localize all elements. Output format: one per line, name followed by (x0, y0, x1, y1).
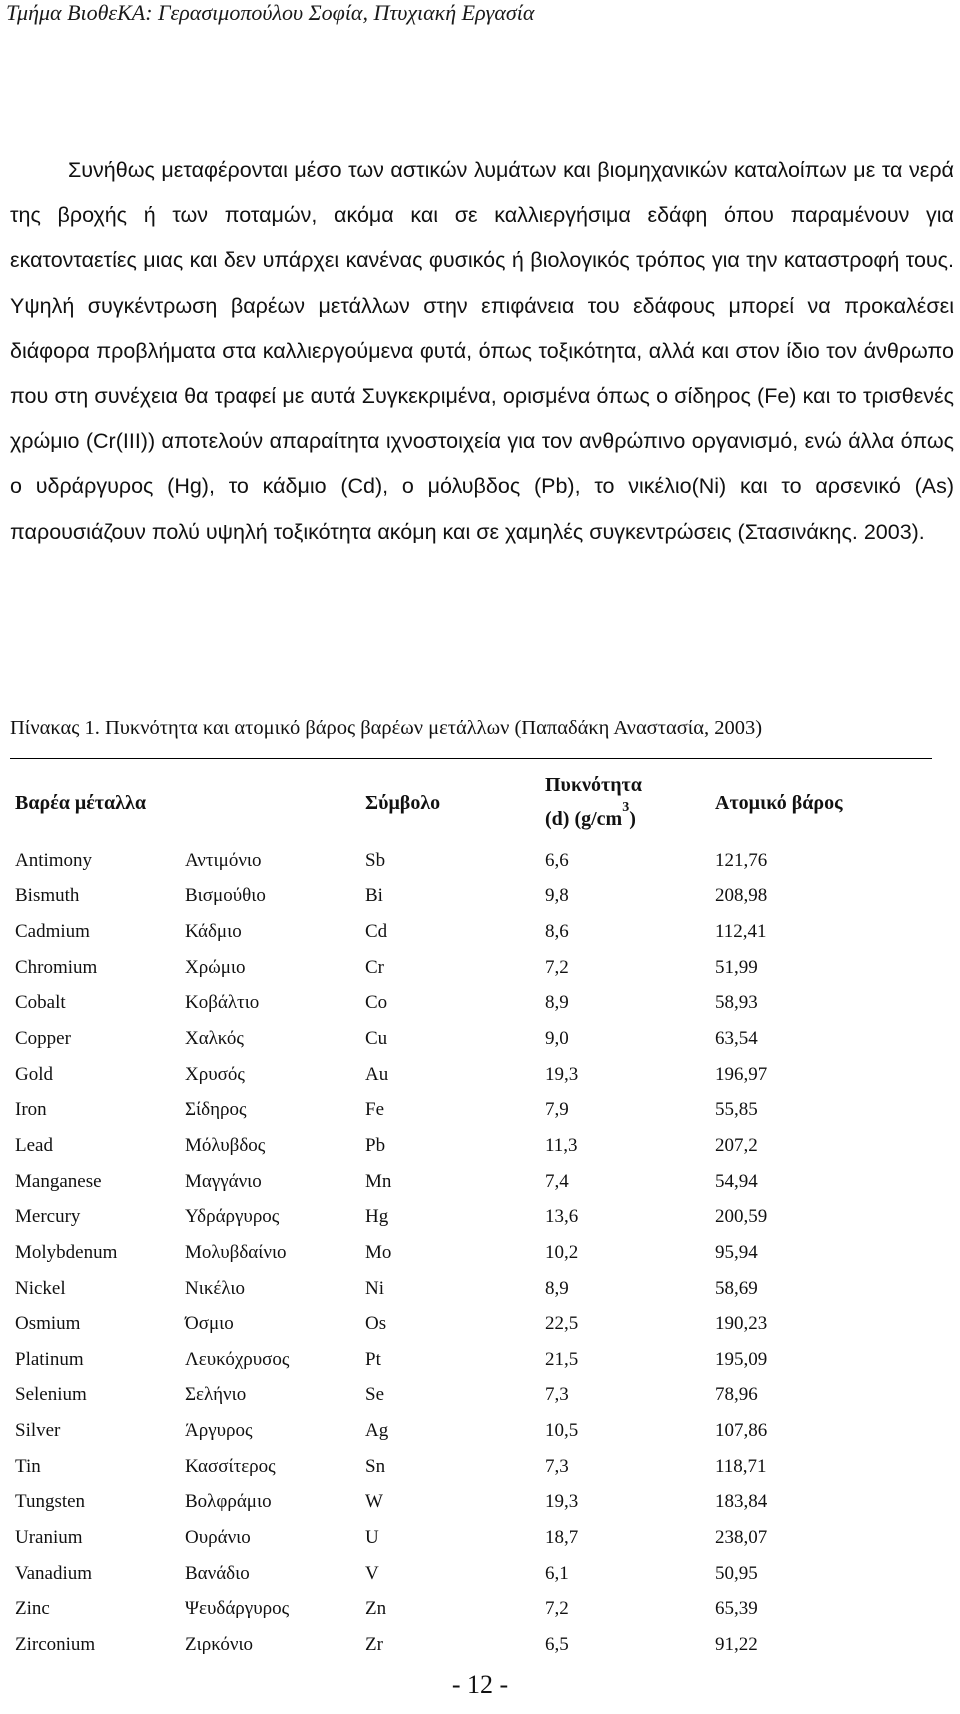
cell-symbol: Pt (365, 1348, 381, 1370)
table-row (0, 1164, 960, 1200)
cell-density: 19,3 (545, 1063, 579, 1085)
table-row (0, 1128, 960, 1164)
cell-atomic-weight: 65,39 (715, 1598, 758, 1620)
cell-metal-english: Copper (15, 1028, 71, 1050)
cell-atomic-weight: 91,22 (715, 1633, 758, 1655)
cell-atomic-weight: 112,41 (715, 921, 767, 943)
cell-density: 9,8 (545, 885, 569, 907)
cell-symbol: Co (365, 992, 388, 1014)
header-density-unit: (d) (g/cm (545, 807, 623, 830)
cell-atomic-weight: 58,69 (715, 1277, 758, 1299)
table-row (0, 986, 960, 1022)
table-row (0, 1378, 960, 1414)
table-row (0, 1306, 960, 1342)
cell-metal-english: Molybdenum (15, 1241, 118, 1263)
cell-metal-greek: Ψευδάργυρος (185, 1598, 290, 1620)
cell-metal-english: Zirconium (15, 1633, 96, 1655)
table-row (0, 1520, 960, 1556)
cell-atomic-weight: 54,94 (715, 1170, 758, 1192)
cell-atomic-weight: 55,85 (715, 1099, 758, 1121)
metals-table (0, 763, 960, 1663)
cell-symbol: Bi (365, 885, 383, 907)
cell-atomic-weight: 196,97 (715, 1063, 768, 1085)
cell-density: 19,3 (545, 1491, 579, 1513)
cell-density: 8,6 (545, 921, 569, 943)
cell-metal-english: Mercury (15, 1206, 81, 1228)
cell-atomic-weight: 207,2 (715, 1134, 758, 1156)
table-row (0, 1556, 960, 1592)
table-header-row (0, 763, 960, 843)
cell-density: 21,5 (545, 1348, 579, 1370)
table-row (0, 1092, 960, 1128)
header-density-close: ) (629, 807, 636, 830)
table-row (0, 1591, 960, 1627)
table-row (0, 843, 960, 879)
cell-metal-english: Uranium (15, 1526, 83, 1548)
header-symbol: Σύμβολο (365, 791, 441, 814)
cell-metal-greek: Σελήνιο (185, 1384, 247, 1406)
cell-symbol: W (365, 1491, 383, 1513)
cell-atomic-weight: 208,98 (715, 885, 768, 907)
cell-symbol: Pb (365, 1134, 386, 1156)
cell-density: 7,9 (545, 1099, 569, 1121)
cell-metal-greek: Ζιρκόνιο (185, 1633, 254, 1655)
cell-metal-greek: Κοβάλτιο (185, 992, 260, 1014)
table-row (0, 1342, 960, 1378)
cell-symbol: Mo (365, 1241, 392, 1263)
cell-atomic-weight: 78,96 (715, 1384, 758, 1406)
cell-atomic-weight: 95,94 (715, 1241, 758, 1263)
table-caption: Πίνακας 1. Πυκνότητα και ατομικό βάρος βαρέων μετάλλων (Παπαδάκη Αναστασία, 2003) (10, 717, 763, 739)
cell-metal-greek: Μόλυβδος (185, 1134, 266, 1156)
cell-density: 7,2 (545, 1598, 569, 1620)
cell-symbol: Sn (365, 1455, 386, 1477)
cell-atomic-weight: 63,54 (715, 1028, 758, 1050)
cell-density: 6,1 (545, 1562, 569, 1584)
cell-symbol: Hg (365, 1206, 389, 1228)
cell-metal-greek: Κάδμιο (185, 921, 242, 943)
cell-density: 9,0 (545, 1028, 569, 1050)
table-row (0, 950, 960, 986)
cell-metal-english: Selenium (15, 1384, 87, 1406)
cell-atomic-weight: 200,59 (715, 1206, 768, 1228)
cell-metal-greek: Σίδηρος (185, 1099, 247, 1121)
table-row (0, 1057, 960, 1093)
table-row (0, 1627, 960, 1663)
cell-symbol: Cu (365, 1028, 388, 1050)
cell-atomic-weight: 107,86 (715, 1420, 768, 1442)
cell-atomic-weight: 190,23 (715, 1313, 768, 1335)
cell-metal-greek: Υδράργυρος (185, 1206, 280, 1228)
cell-metal-greek: Νικέλιο (185, 1277, 245, 1299)
table-row (0, 1413, 960, 1449)
header-atomic-weight: Ατομικό βάρος (715, 791, 843, 814)
cell-metal-english: Lead (15, 1134, 53, 1156)
cell-symbol: Ag (365, 1420, 389, 1442)
cell-metal-greek: Λευκόχρυσος (185, 1348, 290, 1370)
cell-atomic-weight: 121,76 (715, 849, 768, 871)
table-row (0, 1271, 960, 1307)
cell-density: 10,5 (545, 1420, 579, 1442)
cell-atomic-weight: 58,93 (715, 992, 758, 1014)
cell-metal-greek: Χρώμιο (185, 956, 246, 978)
cell-symbol: U (365, 1526, 379, 1548)
cell-metal-greek: Κασσίτερος (185, 1455, 276, 1477)
cell-density: 13,6 (545, 1206, 579, 1228)
cell-metal-english: Chromium (15, 956, 98, 978)
cell-atomic-weight: 51,99 (715, 956, 758, 978)
cell-metal-greek: Αντιμόνιο (185, 849, 262, 871)
cell-symbol: Cd (365, 921, 388, 943)
cell-metal-english: Osmium (15, 1313, 81, 1335)
cell-metal-english: Cadmium (15, 921, 90, 943)
cell-density: 7,4 (545, 1170, 569, 1192)
cell-metal-greek: Μολυβδαίνιο (185, 1241, 287, 1263)
cell-metal-english: Bismuth (15, 885, 80, 907)
cell-metal-english: Silver (15, 1420, 61, 1442)
cell-metal-greek: Χρυσός (185, 1063, 245, 1085)
cell-density: 7,2 (545, 956, 569, 978)
cell-density: 7,3 (545, 1384, 569, 1406)
cell-symbol: Fe (365, 1099, 384, 1121)
table-row (0, 1199, 960, 1235)
cell-metal-english: Nickel (15, 1277, 66, 1299)
cell-metal-english: Tin (15, 1455, 41, 1477)
cell-atomic-weight: 238,07 (715, 1526, 768, 1548)
cell-symbol: Cr (365, 956, 384, 978)
cell-metal-english: Cobalt (15, 992, 66, 1014)
table-body (0, 843, 960, 1663)
cell-metal-english: Zinc (15, 1598, 50, 1620)
cell-density: 8,9 (545, 992, 569, 1014)
header-metal: Βαρέα μέταλλα (15, 791, 146, 814)
cell-symbol: Ni (365, 1277, 384, 1299)
cell-atomic-weight: 183,84 (715, 1491, 768, 1513)
table-row (0, 1021, 960, 1057)
cell-density: 6,6 (545, 849, 569, 871)
caption-underline (10, 758, 932, 759)
cell-metal-english: Manganese (15, 1170, 102, 1192)
cell-metal-english: Vanadium (15, 1562, 93, 1584)
cell-metal-greek: Βισμούθιο (185, 885, 266, 907)
cell-symbol: Au (365, 1063, 389, 1085)
cell-metal-english: Tungsten (15, 1491, 86, 1513)
cell-atomic-weight: 195,09 (715, 1348, 768, 1370)
header-density-sup: 3 (622, 799, 630, 815)
cell-density: 10,2 (545, 1241, 579, 1263)
cell-symbol: Zr (365, 1633, 383, 1655)
cell-symbol: V (365, 1562, 379, 1584)
header-density-line1: Πυκνότητα (545, 773, 642, 796)
cell-metal-english: Gold (15, 1063, 53, 1085)
cell-metal-english: Antimony (15, 849, 93, 871)
cell-metal-greek: Βολφράμιο (185, 1491, 272, 1513)
cell-metal-english: Iron (15, 1099, 47, 1121)
table-row (0, 879, 960, 915)
cell-symbol: Os (365, 1313, 387, 1335)
paragraph-text: Συνήθως μεταφέρονται μέσο των αστικών λυμάτων και βιομηχανικών καταλοίπων με τα νερά της βροχής ή των ποταμών, ακόμα και σε καλλιεργήσιμα εδάφη όπου παραμένουν για εκατονταετίες μιας και δεν υπάρχει κανένας φυσικός ή βιολογικός τρόπος για την καταστροφή τους. Υψηλή συγκέντρωση βαρέων μετάλλων στην επιφάνεια του εδάφους μπορεί να προκαλέσει διάφορα προβλήματα στα καλλιεργούμενα φυτά, όπως τοξικότητα, αλλά και στον ίδιο τον άνθρωπο που στη συνέχεια θα τραφεί με αυτά Συγκεκριμένα, ορισμένα όπως ο σίδηρος (Fe) και το τρισθενές χρώμιο (Cr(III)) αποτελούν απαραίτητα ιχνοστοιχεία για τον ανθρώπινο οργανισμό, ενώ άλλα όπως ο υδράργυρος (Hg), το κάδμιο (Cd), ο μόλυβδος (Pb), το νικέλιο(Ni) και το αρσενικό (As) παρουσιάζουν πολύ υψηλή τοξικότητα ακόμη και σε χαμηλές συγκεντρώσεις (Στασινάκης. 2003). (10, 158, 954, 544)
cell-density: 7,3 (545, 1455, 569, 1477)
table-row (0, 1449, 960, 1485)
cell-symbol: Sb (365, 849, 386, 871)
running-header: Τμήμα ΒιοθεΚΑ: Γερασιμοπούλου Σοφία, Πτυχιακή Εργασία (6, 0, 535, 25)
cell-density: 8,9 (545, 1277, 569, 1299)
cell-metal-greek: Ουράνιο (185, 1526, 251, 1548)
cell-symbol: Mn (365, 1170, 392, 1192)
cell-metal-greek: Άργυρος (185, 1420, 253, 1442)
cell-metal-greek: Όσμιο (185, 1313, 234, 1335)
cell-symbol: Se (365, 1384, 384, 1406)
cell-density: 11,3 (545, 1134, 578, 1156)
cell-atomic-weight: 118,71 (715, 1455, 767, 1477)
table-row (0, 914, 960, 950)
cell-density: 6,5 (545, 1633, 569, 1655)
cell-atomic-weight: 50,95 (715, 1562, 758, 1584)
cell-density: 18,7 (545, 1526, 579, 1548)
cell-density: 22,5 (545, 1313, 579, 1335)
body-paragraph (10, 148, 954, 555)
header-density (545, 763, 715, 843)
page-number: - 12 - (451, 1670, 509, 1699)
table-row (0, 1485, 960, 1521)
cell-metal-greek: Μαγγάνιο (185, 1170, 262, 1192)
header-density-line2 (545, 799, 715, 839)
cell-metal-greek: Χαλκός (185, 1028, 244, 1050)
cell-metal-english: Platinum (15, 1348, 84, 1370)
cell-metal-greek: Βανάδιο (185, 1562, 250, 1584)
cell-symbol: Zn (365, 1598, 387, 1620)
table-row (0, 1235, 960, 1271)
